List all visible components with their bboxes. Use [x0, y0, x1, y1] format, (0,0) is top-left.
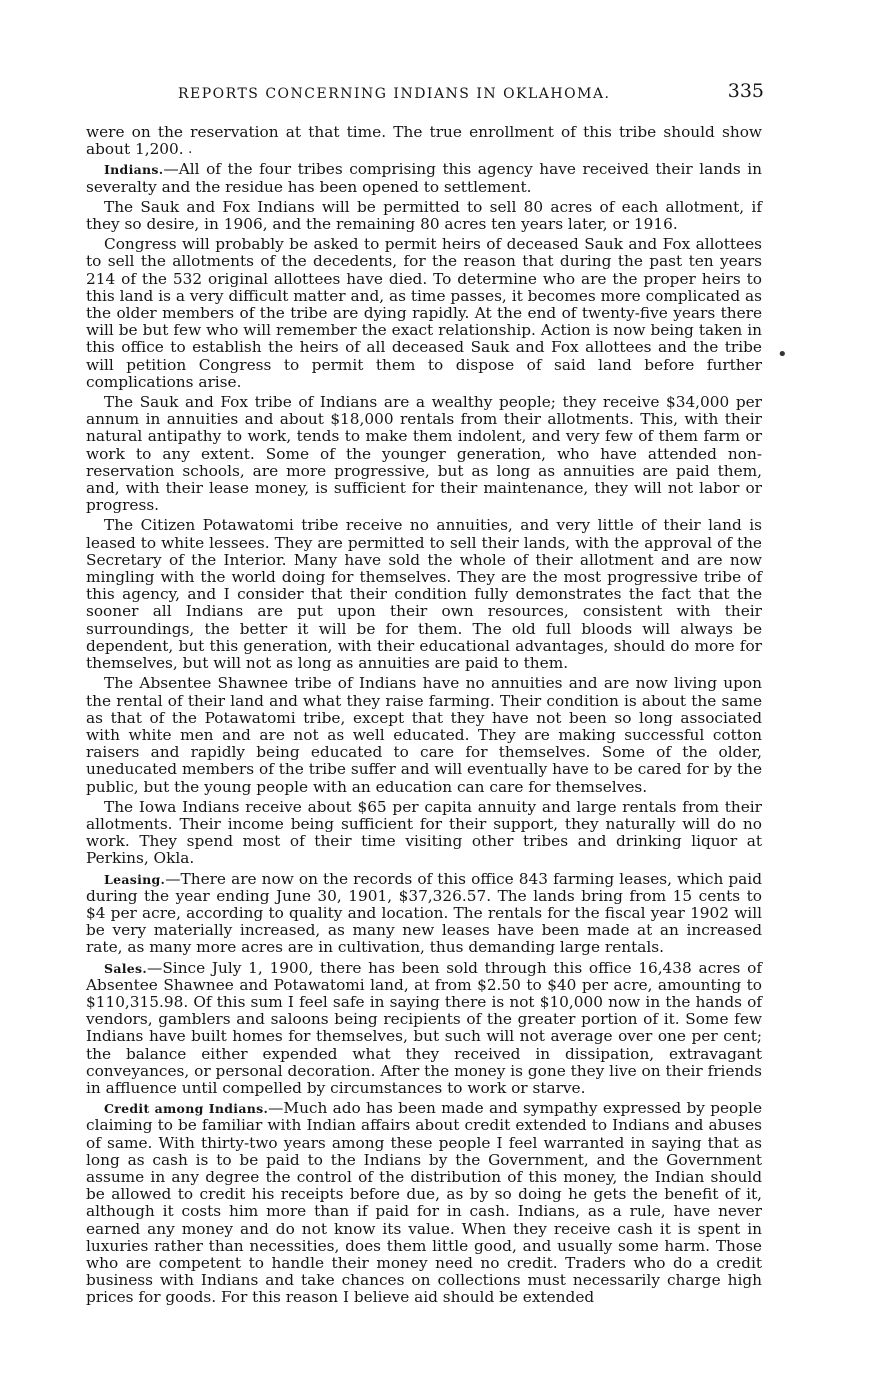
- paragraph-text: were on the reservation at that time. The true enrollment of this tribe should show about 1,200.: [86, 123, 762, 159]
- paragraph-text: —All of the four tribes comprising this agency have received their lands in severalty and the residue has been opened to settlement.: [86, 160, 762, 196]
- paragraph-text: The Sauk and Fox Indians will be permitted to sell 80 acres of each allotment, if they so desire, in 1906, and the remaining 80 acres ten years later, or 1916.: [86, 197, 762, 234]
- page-number: 335: [727, 80, 764, 102]
- document-page: [86, 76, 762, 1310]
- paragraph-text: The Citizen Potawatomi tribe receive no annuities, and very little of their land is leased to white lessees. They are permitted to sell their lands, with the approval of the Secretary of the Interior. Many have sold the whole of their allotment and are now mingling with the world doing for themselves. They are the most progressive tribe of this agency, and I consider that their condition fully demonstrates the fact that the sooner all Indians are put upon their own resources, consistent with their surroundings, the better it will be for them. The old full bloods will always be dependent, but this generation, with their educational advantages, should do more for themselves, but will not as long as annuities are paid to them.: [86, 516, 762, 673]
- paragraph-leasing: [86, 871, 762, 957]
- paragraph-text: —Much ado has been made and sympathy expressed by people claiming to be familiar with Indian affairs about credit extended to Indians and abuses of same. With thirty-two years among these people I feel warranted in saying that as long as cash is to be paid to the Indians by the Government, and the Government assume in any degree the control of the distribution of this money, the Indian should be allowed to credit his receipts before due, as by so doing he gets the benefit of it, although it costs him more than if paid for in cash. Indians, as a rule, have never earned any money and do not know its value. When they receive cash it is spent in luxuries rather than necessities, does them little good, and usually some harm. Those who are competent to handle their money need no credit. Traders who do a credit business with Indians and take chances on collections must necessarily charge high prices for goods. For this reason I believe aid should be extended: [86, 1099, 763, 1307]
- paragraph-text: —Since July 1, 1900, there has been sold through this office 16,438 acres of Absentee Shawnee and Potawatomi land, at from $2.50 to $40 per acre, amounting to $110,315.98. Of this sum I feel safe in saying there is not $10,000 now in the hands of vendors, gamblers and saloons being recipients of the greater portion of it. Some few Indians have built homes for themselves, but such will not average over one per cent; the balance either expended what they received in dissipation, extravagant conveyances, or personal decoration. After the money is gone they live on their friends in affluence until compelled by circumstances to work or starve.: [86, 958, 762, 1097]
- paragraph-absentee-shawnee: [86, 675, 762, 795]
- paragraph-indians: [86, 161, 762, 195]
- section-heading-credit: Credit among Indians.: [104, 1101, 269, 1117]
- ink-speck: ·: [188, 145, 193, 161]
- paragraph-sauk-fox-allotments: [86, 199, 762, 233]
- paragraph-sales: [86, 960, 762, 1098]
- paragraph-sauk-fox-wealth: [86, 394, 762, 514]
- paragraph-text: The Absentee Shawnee tribe of Indians have no annuities and are now living upon the rental of their land and what they raise farming. Their condition is about the same as that of the Potawatomi tribe, except that they have not been so long associated with white men and are not as well educated. They are making successful cotton raisers and rapidly being educated to care for themselves. Some of the older, uneducated members of the tribe suffer and will eventually have to be cared for by the public, but the young people with an education can care for themselves.: [86, 674, 762, 796]
- paragraph-text: The Iowa Indians receive about $65 per capita annuity and large rentals from their allotments. Their income being sufficient for their support, they naturally will do no work. They spend most of their time visiting other tribes and drinking liquor at Perkins, Okla.: [86, 797, 762, 868]
- paragraph-credit: [86, 1100, 762, 1306]
- paragraph-text: Congress will probably be asked to permit heirs of deceased Sauk and Fox allottees to sell the allotments of the decedents, for the reason that during the past ten years 214 of the 532 original allottees have died. To determine who are the proper heirs to this land is a very difficult matter and, as time passes, it becomes more complicated as the older members of the tribe are dying rapidly. At the end of twenty-five years there will be but few who will remember the exact relationship. Action is now being taken in this office to establish the heirs of all deceased Sauk and Fox allottees and the tribe will petition Congress to permit them to dispose of said land before further complications arise.: [86, 235, 762, 391]
- section-heading-indians: Indians.: [104, 162, 164, 178]
- paragraph-heirs: [86, 236, 762, 391]
- ink-speck: •: [777, 344, 788, 365]
- page-header: [86, 76, 762, 110]
- paragraph-iowa: [86, 799, 762, 868]
- section-heading-sales: Sales.: [104, 960, 148, 976]
- paragraph-text: The Sauk and Fox tribe of Indians are a wealthy people; they receive $34,000 per annum in annuities and about $18,000 rentals from their allotments. This, with their natural antipathy to work, tends to make them indolent, and very few of them farm or work to any extent. Some of the younger generation, who have attended non-reservation schools, are more progressive, but as long as annuities are paid them, and, with their lease money, is sufficient for their maintenance, they will not labor or progress.: [86, 393, 762, 515]
- paragraph-potawatomi: [86, 517, 762, 672]
- body-text: [86, 124, 762, 1307]
- running-head: REPORTS CONCERNING INDIANS IN OKLAHOMA.: [178, 86, 611, 102]
- paragraph-text: —There are now on the records of this office 843 farming leases, which paid during the year ending June 30, 1901, $37,326.57. The lands bring from 15 cents to $4 per acre, according to quality and location. The rentals for the fiscal year 1902 will be very materially increased, as many new leases have been made at an increased rate, as many more acres are in cultivation, thus demanding large rentals.: [86, 869, 762, 957]
- section-heading-leasing: Leasing.: [104, 871, 166, 887]
